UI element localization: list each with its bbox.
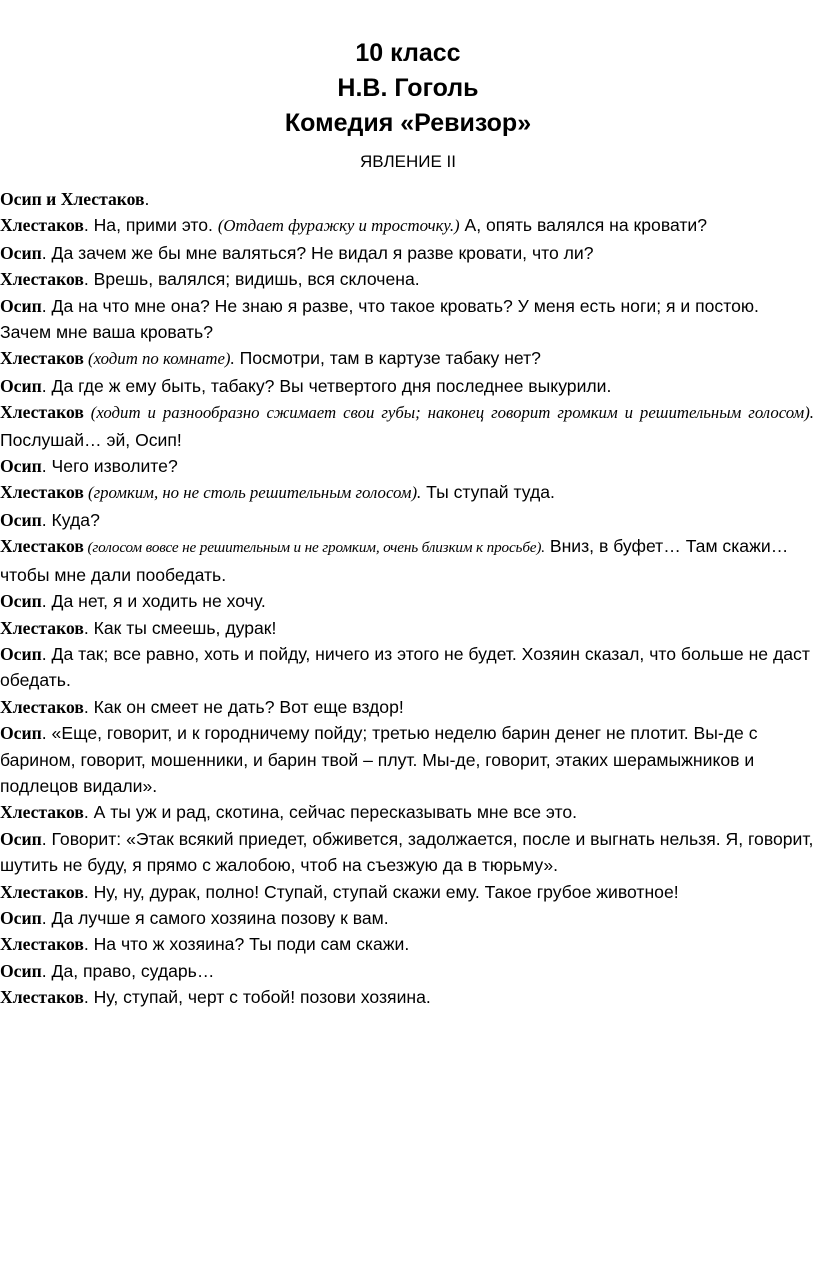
speaker-name: Осип <box>0 907 42 928</box>
speaker-name: Осип <box>0 509 42 530</box>
speaker-name: Осип <box>0 723 42 744</box>
dialogue-line <box>0 507 814 533</box>
line-text: . <box>144 189 150 209</box>
document-header <box>0 36 816 175</box>
line-text: . «Еще, говорит, и к городничему пойду; третью неделю барин денег не плотит. Вы-де с барином, говорит, мошенники, и барин твой – плут. Мы-де, говорит, этаких шерамыжников и подлецов видали». <box>0 723 758 796</box>
line-text: . Да лучше я самого хозяина позову к вам. <box>41 907 389 928</box>
line-text: . На, прими это. <box>83 215 218 236</box>
dialogue-line <box>0 588 814 614</box>
line-text: . Да зачем же бы мне валяться? Не видал я разве кровати, что ли? <box>41 242 594 263</box>
dialogue-line <box>0 293 814 346</box>
speaker-name: Хлестаков <box>0 802 84 823</box>
speaker-name: Хлестаков <box>0 536 84 557</box>
dialogue-line <box>0 641 814 694</box>
dialogue-line <box>0 905 814 931</box>
line-text: Вниз, в буфет… Там скажи… чтобы мне дали пообедать. <box>0 536 789 585</box>
dialogue-line <box>0 694 814 720</box>
line-text: . Да на что мне она? Не знаю я разве, что такое кровать? У меня есть ноги; я и постою. Зачем мне ваша кровать? <box>0 295 759 343</box>
line-text: . Ну, ну, дурак, полно! Ступай, ступай скажи ему. Такое грубое животное! <box>83 881 679 902</box>
dialogue-line <box>0 266 814 292</box>
line-text: Послушай… эй, Осип! <box>0 429 182 450</box>
dialogue-line <box>0 720 814 799</box>
dialogue-line <box>0 958 814 984</box>
speaker-name: Хлестаков <box>0 881 84 902</box>
title-heading: Комедия «Ревизор» <box>284 109 532 137</box>
speaker-name: Хлестаков <box>0 348 84 369</box>
dialogue-line <box>0 931 814 957</box>
dialogue-line <box>0 615 814 641</box>
line-text: Посмотри, там в картузе табаку нет? <box>234 348 541 369</box>
stage-direction: (Отдает фуражку и тросточку.) <box>217 216 460 236</box>
dialogue-body <box>0 186 814 1011</box>
dialogue-line <box>0 799 814 825</box>
stage-direction: (голосом вовсе не решительным и не громким, очень близким к просьбе). <box>83 539 545 557</box>
speaker-name: Осип и Хлестаков <box>0 189 145 209</box>
stage-direction: (громким, но не столь решительным голосом). <box>83 483 422 503</box>
line-text: . Да, право, сударь… <box>41 960 215 981</box>
dialogue-line <box>0 826 814 879</box>
dialogue-line <box>0 453 814 479</box>
speaker-name: Осип <box>0 828 42 849</box>
speaker-name: Хлестаков <box>0 269 84 290</box>
line-text: А, опять валялся на кровати? <box>459 215 708 236</box>
dialogue-line <box>0 373 814 399</box>
line-text: . Ну, ступай, черт с тобой! позови хозяина. <box>83 987 431 1008</box>
speaker-name: Хлестаков <box>0 482 84 503</box>
speaker-name: Хлестаков <box>0 215 84 236</box>
line-text: . На что ж хозяина? Ты поди сам скажи. <box>83 934 410 955</box>
line-text: . Чего изволите? <box>41 456 178 477</box>
line-text: . Говорит: «Этак всякий приедет, обживется, задолжается, после и выгнать нельзя. Я, говорит, шутить не буду, я прямо с жалобою, чтоб на съезжую да в тюрьму». <box>0 828 814 876</box>
speaker-name: Хлестаков <box>0 617 84 638</box>
line-text: . Врешь, валялся; видишь, вся склочена. <box>83 269 420 290</box>
line-text: . Да где ж ему быть, табаку? Вы четвертого дня последнее выкурили. <box>41 375 612 396</box>
dialogue-line <box>0 533 814 588</box>
speaker-name: Хлестаков <box>0 696 84 717</box>
speaker-name: Осип <box>0 375 42 396</box>
line-text: . Да так; все равно, хоть и пойду, ничего из этого не будет. Хозяин сказал, что больше не даст обедать. <box>0 643 810 691</box>
line-text: Ты ступай туда. <box>421 482 555 503</box>
speaker-name: Осип <box>0 643 42 664</box>
scene-heading: ЯВЛЕНИЕ II <box>360 152 456 171</box>
line-text: . Куда? <box>41 509 100 530</box>
speaker-name: Хлестаков <box>0 402 84 423</box>
speaker-name: Осип <box>0 591 42 612</box>
line-text: . Как ты смеешь, дурак! <box>83 617 277 638</box>
speaker-name: Осип <box>0 960 42 981</box>
speaker-name: Осип <box>0 456 42 477</box>
dialogue-line <box>0 212 814 239</box>
speaker-name: Осип <box>0 242 42 263</box>
dialogue-line <box>0 879 814 905</box>
speaker-name: Осип <box>0 295 42 316</box>
stage-direction: (ходит по комнате). <box>83 349 235 369</box>
dialogue-line <box>0 479 814 506</box>
author-heading: Н.В. Гоголь <box>337 74 479 102</box>
line-text: . А ты уж и рад, скотина, сейчас пересказывать мне все это. <box>83 802 578 823</box>
grade-heading: 10 класс <box>355 39 461 67</box>
dialogue-line <box>0 345 814 372</box>
speaker-name: Хлестаков <box>0 934 84 955</box>
line-text: . Как он смеет не дать? Вот еще вздор! <box>83 696 404 717</box>
stage-direction: (ходит и разнообразно сжимает свои губы; наконец говорит громким и решительным голосом). <box>83 403 814 423</box>
dialogue-line <box>0 240 814 266</box>
dialogue-line <box>0 399 814 453</box>
line-text: . Да нет, я и ходить не хочу. <box>41 591 266 612</box>
speaker-name: Хлестаков <box>0 987 84 1008</box>
dialogue-line <box>0 186 814 212</box>
dialogue-line <box>0 984 814 1010</box>
